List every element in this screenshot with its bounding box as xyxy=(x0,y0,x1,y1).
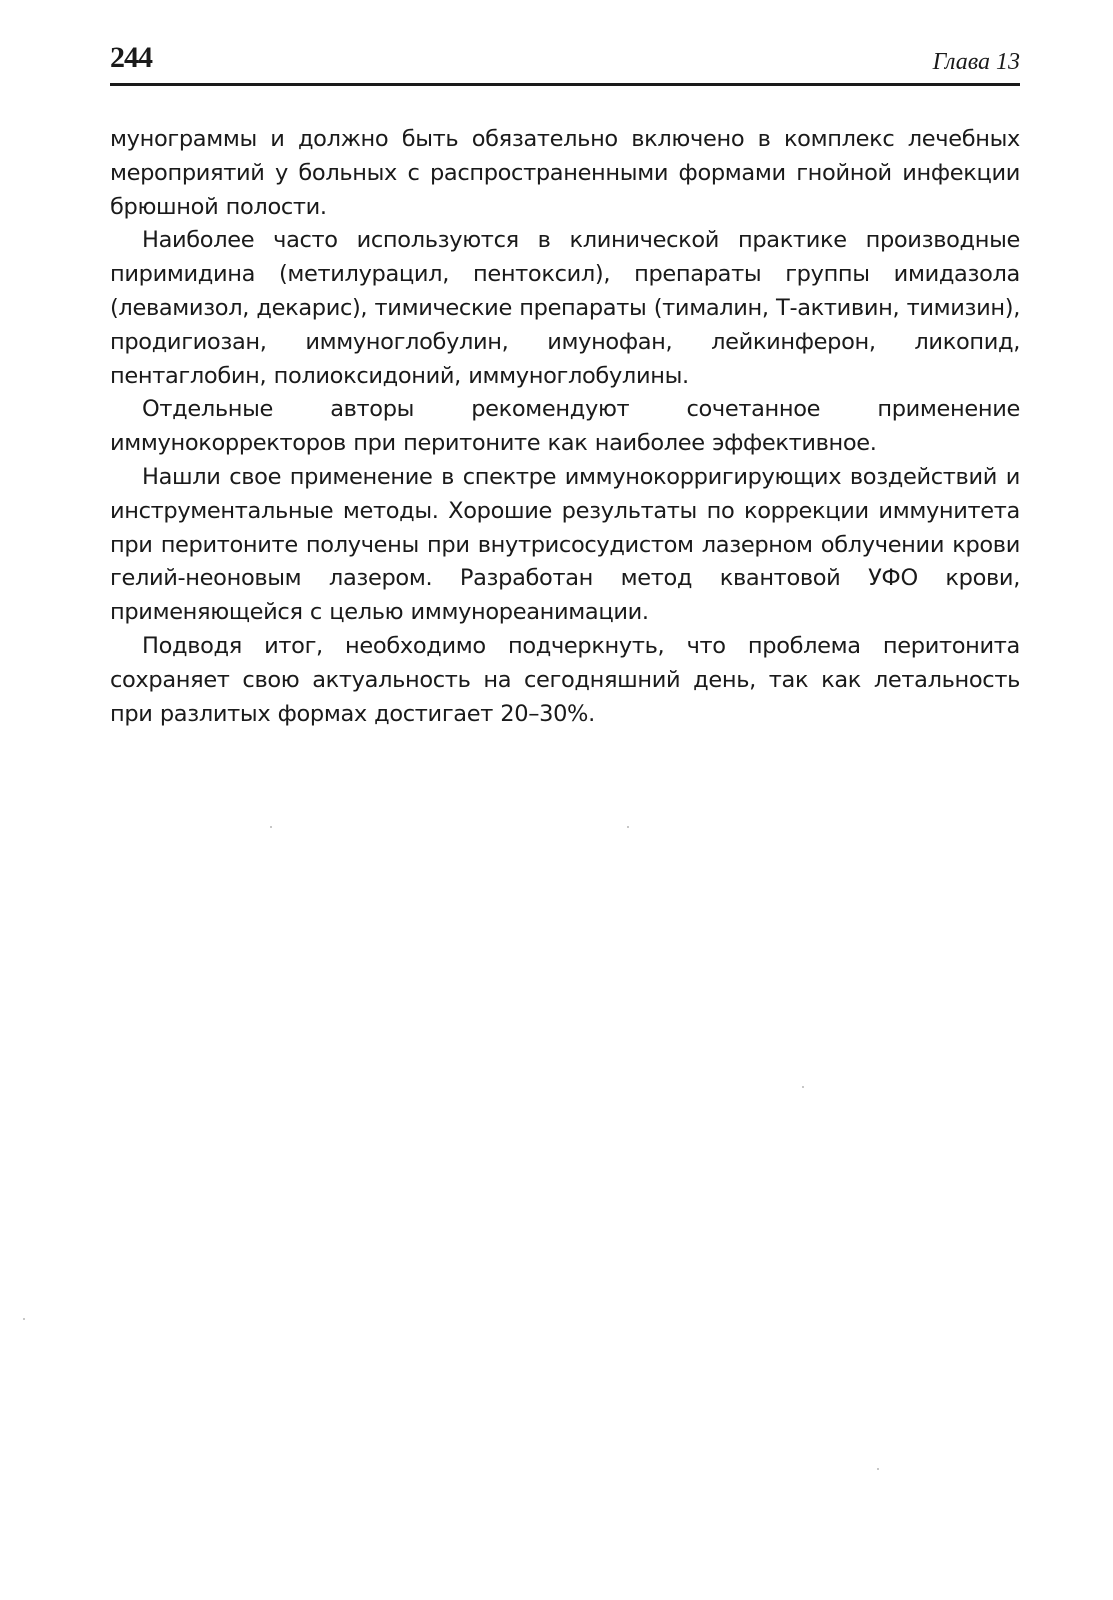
scan-speck xyxy=(802,1086,804,1088)
scan-speck xyxy=(877,1468,879,1470)
paragraph: Подводя итог, необходимо подчеркнуть, что проблема перитонита сохраняет свою актуальность на сегодняшний день, так как летальность при разлитых формах достигает 20–30%. xyxy=(110,632,1020,727)
running-title: Глава 13 xyxy=(932,49,1020,75)
page-number: 244 xyxy=(110,41,152,74)
scan-speck xyxy=(270,826,272,828)
scan-speck xyxy=(23,1318,25,1320)
scan-speck xyxy=(627,826,629,828)
paragraph-continuation: мунограммы и должно быть обязательно включено в комплекс лечебных мероприятий у больных с распространенными формами гнойной инфекции брюшной полости. xyxy=(110,126,1020,220)
header-rule xyxy=(110,83,1020,86)
paragraph: Нашли свое применение в спектре иммунокорригирующих воздействий и инструментальные методы. Хорошие результаты по коррекции иммунитета при перитоните получены при внутрисосудистом лазерном облучении крови гелий-неоновым лазером. Разработан метод квантовой УФО крови, применяющейся с целью иммунореанимации. xyxy=(110,463,1020,626)
page-header xyxy=(110,38,1020,86)
paragraph: Наиболее часто используются в клинической практике производные пиримидина (метилурацил, пентоксил), препараты группы имидазола (левамизол, декарис), тимические препараты (тималин, Т-активин, тимизин), продигиозан, иммуноглобулин, имунофан, лейкинферон, ликопид, пентаглобин, полиоксидоний, иммуноглобулины. xyxy=(110,227,1020,389)
body-text xyxy=(110,123,1020,731)
paragraph: Отдельные авторы рекомендуют сочетанное применение иммунокорректоров при перитоните как наиболее эффективное. xyxy=(110,396,1020,457)
